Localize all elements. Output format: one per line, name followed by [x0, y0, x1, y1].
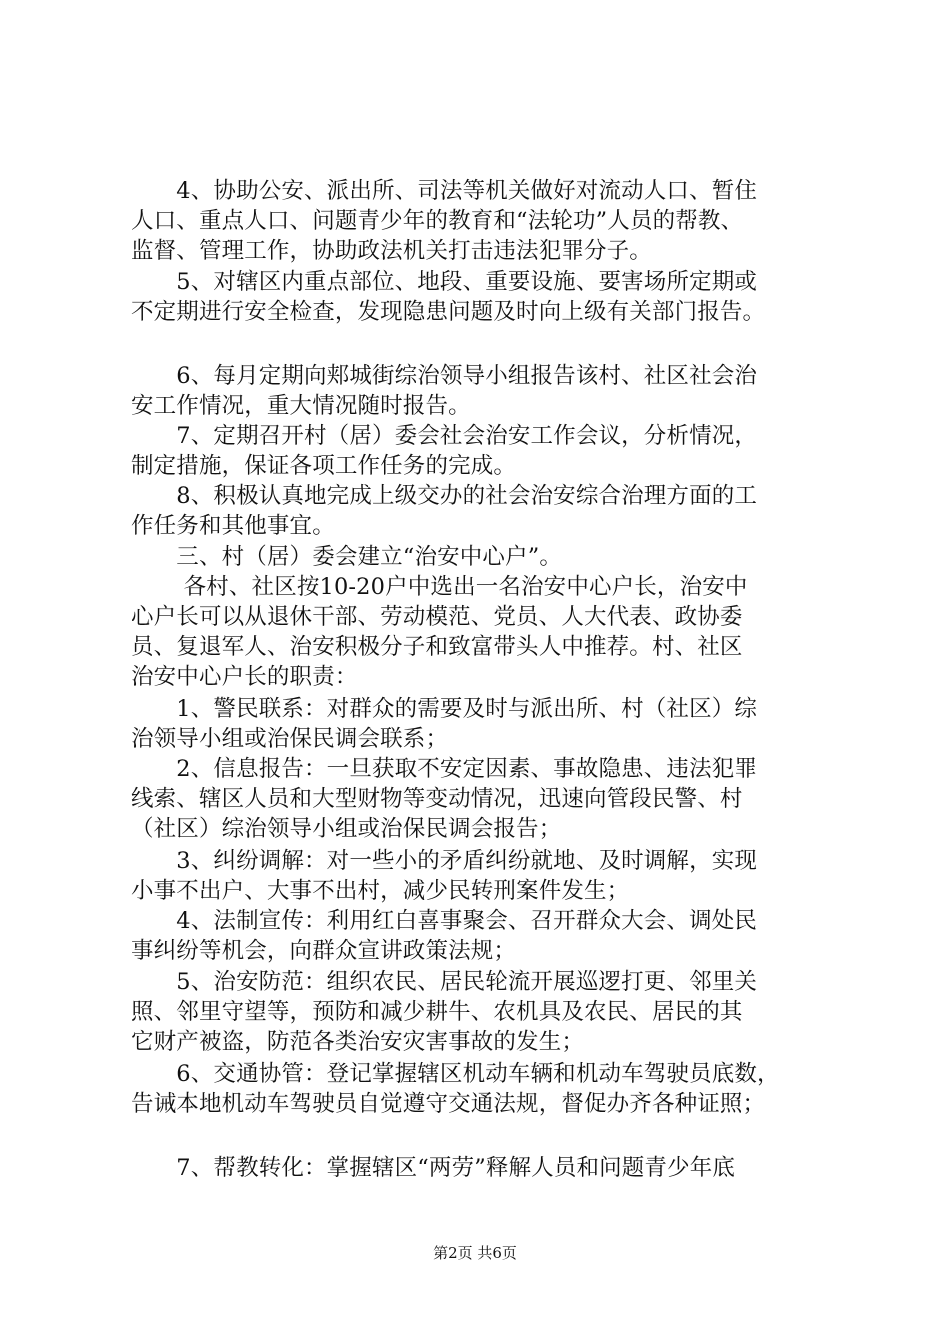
- text-line: 心户长可以从退休干部、劳动模范、党员、人大代表、政协委: [131, 604, 743, 630]
- section-heading: 三、村（居）委会建立“治安中心户”。: [131, 544, 563, 570]
- text-line: 治安中心户长的职责：: [131, 664, 358, 690]
- text-line: 安工作情况，重大情况随时报告。: [131, 393, 471, 419]
- text-line: 6、每月定期向郏城街综治领导小组报告该村、社区社会治: [131, 363, 758, 389]
- text-line: 5、治安防范：组织农民、居民轮流开展巡逻打更、邻里关: [131, 969, 758, 995]
- text-line: 4、法制宣传：利用红白喜事聚会、召开群众大会、调处民: [131, 908, 758, 934]
- text-line: 3、纠纷调解：对一些小的矛盾纠纷就地、及时调解，实现: [131, 848, 758, 874]
- text-line: 5、对辖区内重点部位、地段、重要设施、要害场所定期或: [131, 269, 758, 295]
- text-line: 7、帮教转化：掌握辖区“两劳”释解人员和问题青少年底: [131, 1155, 736, 1181]
- text-line: 它财产被盗，防范各类治安灾害事故的发生；: [131, 1029, 585, 1055]
- text-line: 员、复退军人、治安积极分子和致富带头人中推荐。村、社区: [131, 634, 743, 660]
- text-line: 告诫本地机动车驾驶员自觉遵守交通法规，督促办齐各种证照；: [131, 1091, 766, 1117]
- text-line: 监督、管理工作，协助政法机关打击违法犯罪分子。: [131, 238, 652, 264]
- text-line: 8、积极认真地完成上级交办的社会治安综合治理方面的工: [131, 483, 758, 509]
- text-line: 事纠纷等机会，向群众宣讲政策法规；: [131, 938, 517, 964]
- text-line: 制定措施，保证各项工作任务的完成。: [131, 453, 517, 479]
- text-line: 治领导小组或治保民调会联系；: [131, 726, 449, 752]
- text-line: （社区）综治领导小组或治保民调会报告；: [131, 816, 562, 842]
- text-line: 不定期进行安全检查，发现隐患问题及时向上级有关部门报告。: [131, 299, 766, 325]
- text-line: 小事不出户、大事不出村，减少民转刑案件发生；: [131, 878, 630, 904]
- text-line: 人口、重点人口、问题青少年的教育和“法轮功”人员的帮教、: [131, 208, 744, 234]
- text-line: 7、定期召开村（居）委会社会治安工作会议，分析情况，: [131, 423, 758, 449]
- text-line: 1、警民联系：对群众的需要及时与派出所、村（社区）综: [131, 696, 758, 722]
- text-line: 2、信息报告：一旦获取不安定因素、事故隐患、违法犯罪: [131, 756, 758, 782]
- text-line: 照、邻里守望等，预防和减少耕牛、农机具及农民、居民的其: [131, 999, 743, 1025]
- text-line: 各村、社区按10-20户中选出一名治安中心户长，治安中: [131, 574, 748, 600]
- text-line: 4、协助公安、派出所、司法等机关做好对流动人口、暂住: [131, 178, 758, 204]
- text-line: 6、交通协管：登记掌握辖区机动车辆和机动车驾驶员底数，: [131, 1061, 780, 1087]
- text-line: 线索、辖区人员和大型财物等变动情况，迅速向管段民警、村: [131, 786, 743, 812]
- text-line: 作任务和其他事宜。: [131, 513, 335, 539]
- page-number-footer: 第2页 共6页: [433, 1244, 517, 1262]
